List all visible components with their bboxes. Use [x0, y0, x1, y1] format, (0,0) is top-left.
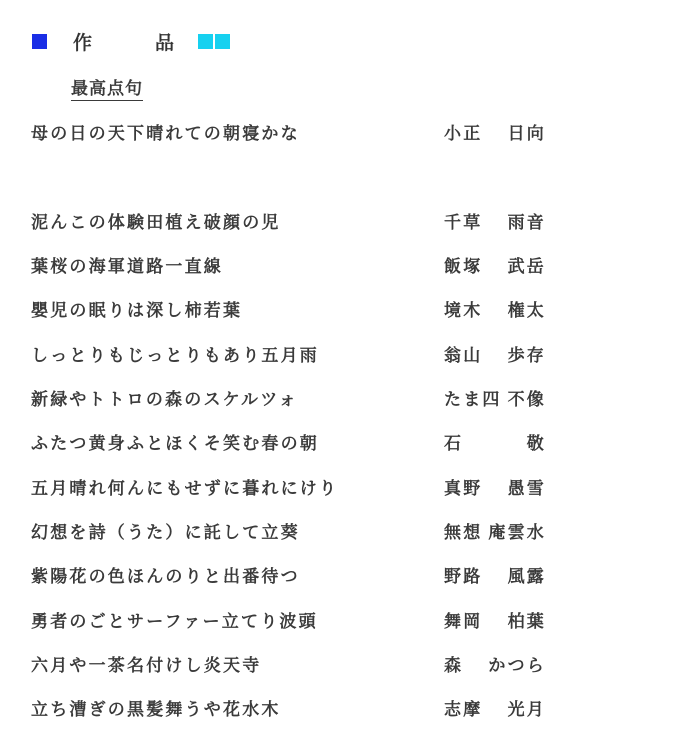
author-name — [444, 518, 546, 543]
section-title: 作 品 — [73, 31, 197, 54]
author-family: 飯塚 — [444, 256, 483, 277]
haiku-row — [31, 251, 651, 277]
haiku-row — [31, 606, 651, 632]
author-family: 小正 — [444, 123, 483, 144]
author-name — [444, 474, 546, 499]
haiku-row — [31, 473, 651, 499]
haiku-row — [31, 561, 651, 587]
haiku-row — [31, 517, 651, 543]
author-family: 森 — [444, 655, 464, 676]
haiku-text: ふたつ黄身ふとほくそ笑む春の朝 — [31, 433, 319, 454]
haiku-row — [31, 694, 651, 720]
cyan-square-icon — [198, 34, 213, 49]
author-family: 真野 — [444, 478, 483, 499]
haiku-text: 六月や一茶名付けし炎天寺 — [31, 655, 262, 676]
author-family: 野路 — [444, 566, 483, 587]
author-family: 境木 — [444, 300, 483, 321]
haiku-text: 葉桜の海軍道路一直線 — [31, 256, 223, 277]
author-name — [444, 208, 546, 233]
haiku-row — [31, 207, 651, 233]
author-given: 歩存 — [507, 345, 546, 366]
author-name — [444, 385, 546, 410]
author-name — [444, 296, 546, 321]
haiku-text: 立ち漕ぎの黒髪舞うや花水木 — [31, 699, 281, 720]
author-family: 無想 — [444, 522, 483, 543]
author-given: 権太 — [507, 300, 546, 321]
best-haiku-label: 最高点句 — [71, 79, 143, 99]
haiku-row — [31, 650, 651, 676]
haiku-text: 五月晴れ何んにもせずに暮れにけり — [31, 478, 339, 499]
author-given: 敬 — [526, 433, 546, 454]
author-name — [444, 562, 546, 587]
haiku-text: 勇者のごとサーファー立てり波頭 — [31, 611, 318, 632]
haiku-row — [31, 384, 651, 410]
author-given: 不像 — [507, 389, 546, 410]
author-name — [444, 607, 546, 632]
author-name — [444, 651, 546, 676]
author-name — [444, 341, 546, 366]
haiku-text: しっとりもじっとりもあり五月雨 — [31, 345, 319, 366]
author-given: 風露 — [507, 566, 546, 587]
haiku-text: 母の日の天下晴れての朝寝かな — [31, 123, 300, 144]
author-family: 石 — [444, 433, 464, 454]
author-given: 光月 — [507, 699, 546, 720]
author-given: かつら — [488, 655, 546, 676]
haiku-text: 紫陽花の色ほんのりと出番待つ — [31, 566, 300, 587]
haiku-text: 幻想を詩（うた）に託して立葵 — [31, 522, 300, 543]
best-haiku-row — [31, 118, 651, 144]
haiku-text: 新緑やトトロの森のスケルツォ — [31, 389, 298, 410]
haiku-row — [31, 340, 651, 366]
blue-square-icon — [32, 34, 47, 49]
author-family: 千草 — [444, 212, 483, 233]
haiku-row — [31, 428, 651, 454]
author-family: 志摩 — [444, 699, 483, 720]
author-given: 柏葉 — [507, 611, 546, 632]
author-name — [444, 695, 546, 720]
author-family: たま四 — [444, 389, 502, 410]
cyan-squares-decoration — [198, 34, 230, 49]
haiku-text: 泥んこの体験田植え破顔の児 — [31, 212, 281, 233]
author-given: 武岳 — [507, 256, 546, 277]
author-given: 愚雪 — [507, 478, 546, 499]
author-name — [444, 429, 546, 454]
author-family: 翁山 — [444, 345, 483, 366]
author-given: 雨音 — [507, 212, 546, 233]
haiku-text: 嬰児の眠りは深し柿若葉 — [31, 300, 243, 321]
cyan-square-icon — [215, 34, 230, 49]
author-given: 庵雲水 — [488, 522, 546, 543]
section-header — [32, 30, 230, 52]
author-given: 日向 — [507, 123, 546, 144]
author-name — [444, 119, 546, 144]
author-family: 舞岡 — [444, 611, 483, 632]
haiku-row — [31, 295, 651, 321]
author-name — [444, 252, 546, 277]
